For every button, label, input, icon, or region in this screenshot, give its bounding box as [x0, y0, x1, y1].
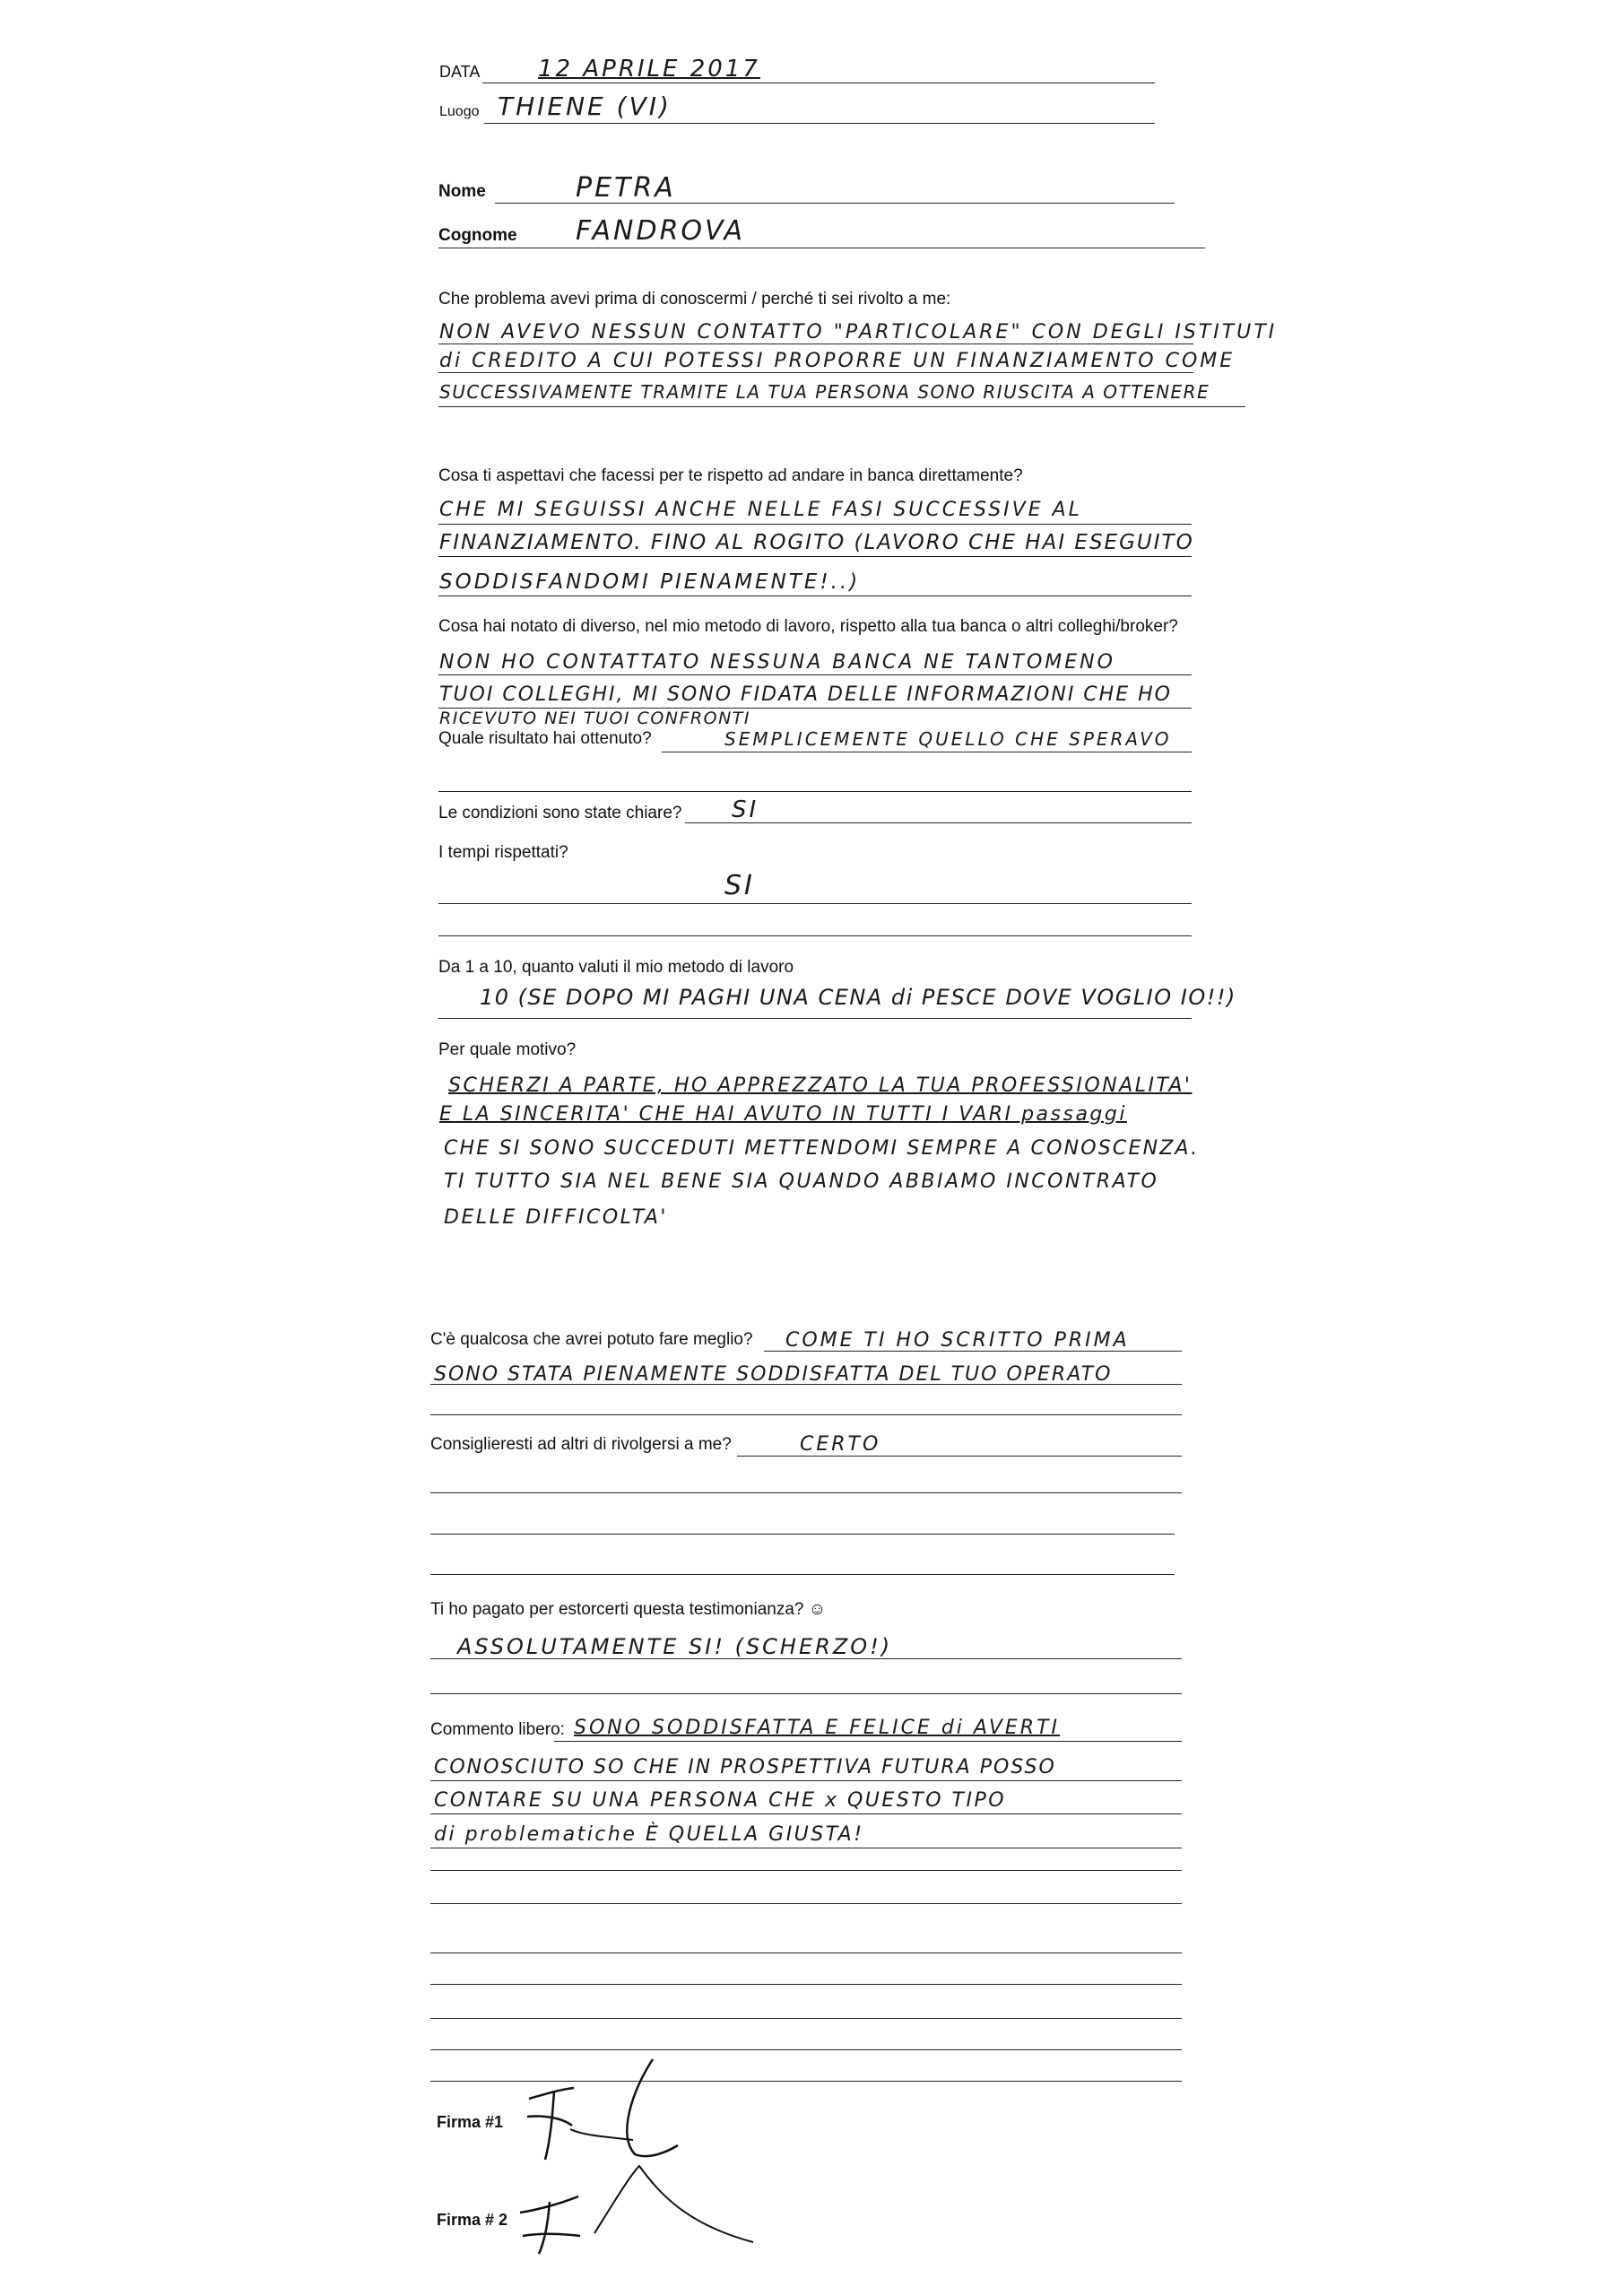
q8-answer-line-5[interactable]: DELLE DIFFICOLTA' [444, 1206, 668, 1229]
q6-line-2 [438, 935, 1192, 936]
q8-answer-line-3[interactable]: CHE SI SONO SUCCEDUTI METTENDOMI SEMPRE A CONOSCENZA. [444, 1137, 1200, 1160]
name-value[interactable]: PETRA [576, 172, 676, 204]
q2-line-2 [438, 556, 1192, 557]
q9-line-3 [430, 1414, 1182, 1415]
date-label: DATA [439, 63, 481, 81]
q4-answer[interactable]: SEMPLICEMENTE QUELLO CHE SPERAVO [724, 728, 1172, 750]
q12-answer-line-1[interactable]: SONO SODDISFATTA E FELICE di AVERTI [574, 1717, 1061, 1739]
q5-question: Le condizioni sono state chiare? [438, 804, 682, 822]
q12-answer-line-2[interactable]: CONOSCIUTO SO CHE IN PROSPETTIVA FUTURA POSSO [434, 1756, 1056, 1779]
q10-line-2 [430, 1492, 1182, 1493]
q5-line [685, 822, 1192, 823]
place-line [484, 123, 1155, 124]
q1-answer-line-2[interactable]: di CREDITO A CUI POTESSI PROPORRE UN FINANZIAMENTO COME [439, 350, 1236, 372]
q9-line-1 [764, 1351, 1182, 1352]
q12-line-8 [430, 1984, 1182, 1985]
q3-answer-line-3[interactable]: RICEVUTO NEI TUOI CONFRONTI [439, 709, 750, 728]
q10-line-4 [430, 1574, 1175, 1575]
q9-question: C'è qualcosa che avrei potuto fare meglio? [430, 1330, 753, 1349]
q7-answer[interactable]: 10 (SE DOPO MI PAGHI UNA CENA di PESCE DOVE VOGLIO IO!!) [480, 985, 1236, 1010]
q12-line-6 [430, 1903, 1182, 1904]
q6-question: I tempi rispettati? [438, 843, 568, 862]
q2-answer-line-1[interactable]: CHE MI SEGUISSI ANCHE NELLE FASI SUCCESSIVE AL [439, 499, 1082, 521]
q11-line-2 [430, 1693, 1182, 1694]
q6-line-1 [438, 903, 1192, 904]
q9-answer-line-2[interactable]: SONO STATA PIENAMENTE SODDISFATTA DEL TUO OPERATO [434, 1363, 1113, 1386]
signature-2 [516, 2157, 758, 2256]
q2-line-1 [438, 524, 1192, 525]
q12-line-5 [430, 1870, 1182, 1871]
q8-answer-line-1[interactable]: SCHERZI A PARTE, HO APPREZZATO LA TUA PROFESSIONALITA' [448, 1074, 1193, 1097]
q1-question [438, 290, 1196, 309]
q12-line-7 [430, 1952, 1182, 1953]
name-label: Nome [438, 182, 486, 201]
place-label: Luogo [439, 104, 480, 119]
q11-answer[interactable]: ASSOLUTAMENTE SI! (SCHERZO!) [457, 1634, 893, 1659]
q12-answer-line-4[interactable]: di problematiche È QUELLA GIUSTA! [434, 1823, 864, 1846]
q1-line-3 [438, 406, 1245, 407]
q10-answer[interactable]: CERTO [800, 1433, 881, 1456]
q12-line-9 [430, 2018, 1182, 2019]
q3-line-1 [438, 674, 1192, 675]
q8-question: Per quale motivo? [438, 1040, 577, 1059]
q1-line-2 [438, 372, 1193, 373]
place-value[interactable]: THIENE (VI) [498, 91, 672, 121]
q9-answer-line-1[interactable]: COME TI HO SCRITTO PRIMA [785, 1329, 1130, 1352]
q6-answer[interactable]: SI [724, 870, 755, 901]
surname-label: Cognome [438, 226, 517, 245]
q1-answer-line-3[interactable]: SUCCESSIVAMENTE TRAMITE LA TUA PERSONA SONO RIUSCITA A OTTENERE [439, 381, 1210, 403]
q7-line [438, 1018, 1192, 1019]
q10-line-1 [737, 1456, 1182, 1457]
q8-answer-line-4[interactable]: TI TUTTO SIA NEL BENE SIA QUANDO ABBIAMO INCONTRATO [444, 1170, 1159, 1193]
q12-line-3 [430, 1813, 1182, 1814]
q4-question: Quale risultato hai ottenuto? [438, 729, 652, 748]
q12-line-2 [430, 1780, 1182, 1781]
firma1-label: Firma #1 [437, 2113, 504, 2131]
q1-question-text: Che problema avevi prima di conoscermi / perché ti sei rivolto a me: [438, 290, 951, 309]
q2-answer-line-3[interactable]: SODDISFANDOMI PIENAMENTE!..) [439, 570, 861, 594]
q9-line-2 [430, 1384, 1182, 1385]
q3-answer-line-2[interactable]: TUOI COLLEGHI, MI SONO FIDATA DELLE INFORMAZIONI CHE HO [439, 683, 1172, 706]
date-value[interactable]: 12 APRILE 2017 [538, 56, 760, 83]
q12-line-1 [554, 1741, 1182, 1742]
q4-line-2 [438, 791, 1192, 792]
q5-answer[interactable]: SI [732, 796, 759, 823]
q8-answer-line-2[interactable]: E LA SINCERITA' CHE HAI AVUTO IN TUTTI I VARI passaggi [439, 1103, 1127, 1126]
q1-answer-line-1[interactable]: NON AVEVO NESSUN CONTATTO "PARTICOLARE" CON DEGLI ISTITUTI [439, 321, 1278, 344]
q2-question: Cosa ti aspettavi che facessi per te rispetto ad andare in banca direttamente? [438, 466, 1023, 485]
q10-line-3 [430, 1534, 1175, 1535]
q7-question: Da 1 a 10, quanto valuti il mio metodo di lavoro [438, 958, 794, 977]
signature-1 [518, 2054, 698, 2161]
q3-answer-line-1[interactable]: NON HO CONTATTATO NESSUNA BANCA NE TANTOMENO [439, 651, 1115, 674]
q11-question: Ti ho pagato per estorcerti questa testimonianza? ☺ [430, 1600, 827, 1619]
q2-answer-line-2[interactable]: FINANZIAMENTO. FINO AL ROGITO (LAVORO CHE HAI ESEGUITO [439, 531, 1194, 554]
q10-question: Consiglieresti ad altri di rivolgersi a me? [430, 1435, 732, 1454]
q3-question: Cosa hai notato di diverso, nel mio metodo di lavoro, rispetto alla tua banca o altri colleghi/broker? [438, 617, 1178, 636]
q11-line-1 [430, 1658, 1182, 1659]
q12-question: Commento libero: [430, 1720, 565, 1739]
firma2-label: Firma # 2 [437, 2211, 508, 2229]
q12-answer-line-3[interactable]: CONTARE SU UNA PERSONA CHE x QUESTO TIPO [434, 1789, 1007, 1812]
q12-line-10 [430, 2049, 1182, 2050]
surname-value[interactable]: FANDROVA [576, 215, 746, 247]
